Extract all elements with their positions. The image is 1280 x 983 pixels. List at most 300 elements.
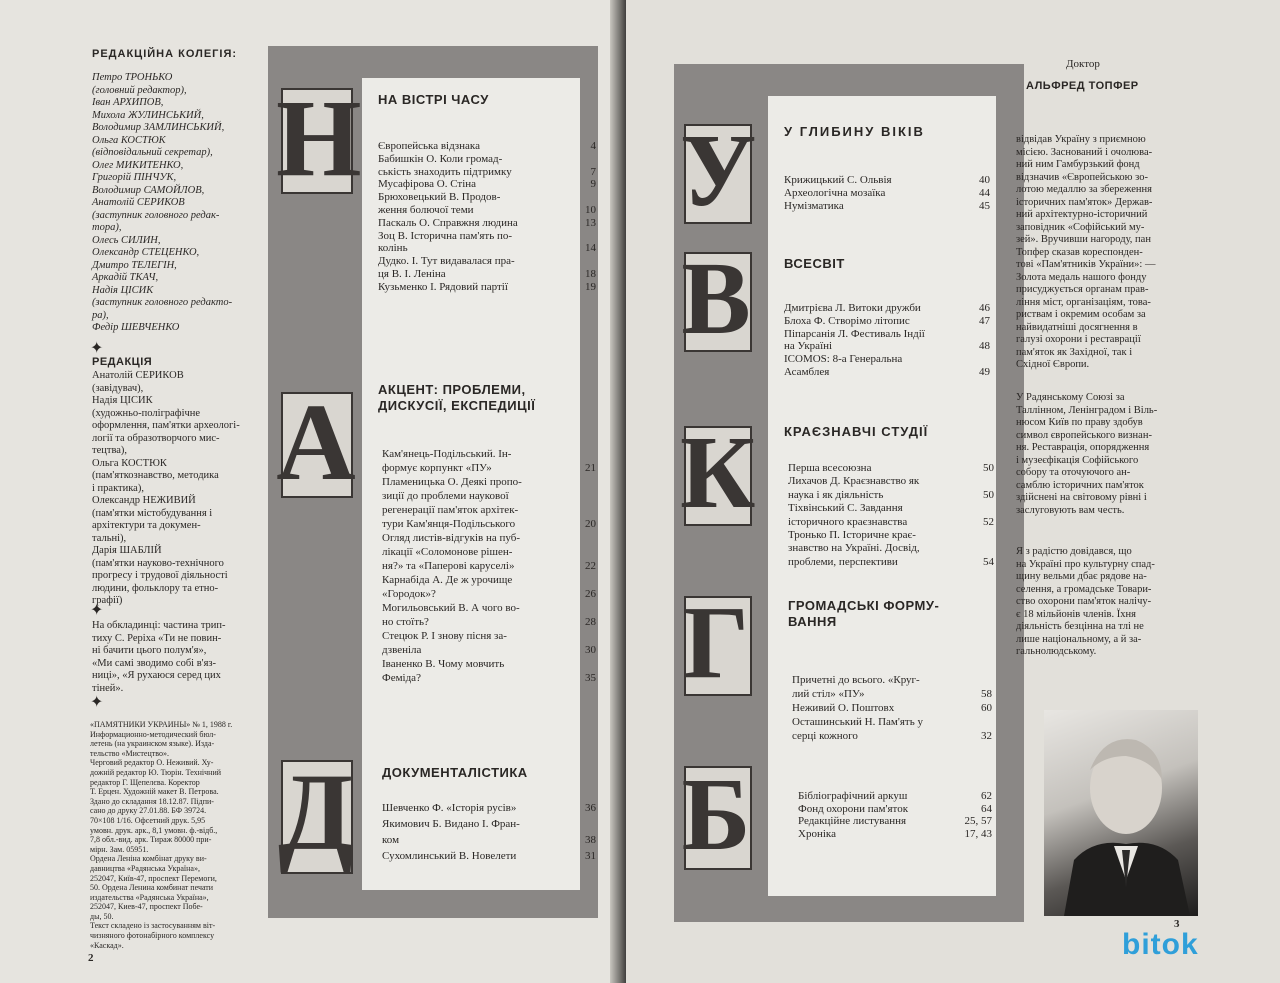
- article-paragraph: [1016, 392, 1196, 517]
- toc-entry: [382, 630, 596, 643]
- toc-entry-page: 19: [585, 280, 596, 293]
- toc-entry-title: Фонд охорони пам'яток: [798, 802, 909, 815]
- watermark-logo: bitok: [1122, 928, 1199, 961]
- toc-entry: [788, 556, 994, 569]
- toc-entry: [788, 502, 994, 515]
- imprint-line: Информационно-методический бюл-: [90, 729, 216, 739]
- board-line: Володимир САМОЙЛОВ,: [92, 184, 205, 196]
- toc-entry-title: Хроніка: [798, 827, 836, 840]
- toc-entry-title: Зоц В. Історична пам'ять по-: [378, 229, 513, 242]
- toc-entry-page: 50: [983, 462, 994, 474]
- imprint-line: ды, 50.: [90, 911, 114, 921]
- doctor-name: АЛЬФРЕД ТОПФЕР: [1026, 80, 1139, 92]
- staff-line: тецтва),: [92, 445, 128, 456]
- cover-note-line: тіней».: [92, 682, 124, 694]
- diamond-ornament-icon: ✦: [90, 340, 104, 357]
- toc-entry: [788, 475, 994, 488]
- toc-entry: [382, 546, 596, 559]
- staff-list: [92, 370, 252, 608]
- toc-entry: [378, 140, 596, 153]
- toc-entry-title: історичного краєзнавства: [788, 515, 908, 528]
- article-line: ний ним Гамбурзький фонд: [1016, 159, 1140, 170]
- imprint-line: 70×108 1/16. Офсетний друк. 5,95: [90, 815, 206, 825]
- toc-entry-page: 36: [585, 802, 596, 814]
- article-paragraph: [1016, 134, 1196, 372]
- article-line: риствам і окремим особам за: [1016, 309, 1146, 320]
- toc-entry-page: 62: [981, 790, 992, 802]
- toc-entry-page: 35: [585, 672, 596, 684]
- imprint-line: дожній редактор Ю. Тюрін. Технічний: [90, 767, 222, 777]
- article-line: є 18 мільйонів членів. Їхня: [1016, 608, 1136, 620]
- toc-entry-title: Тронько П. Історичне крає-: [788, 529, 916, 541]
- toc-entry-title: серці кожного: [792, 730, 858, 742]
- toc-entry-title: Редакційне листування: [798, 815, 907, 828]
- cover-note-line: ні бачити цього полум'я»,: [92, 645, 207, 656]
- toc-entry-title: Дудко. І. Тут видавалася пра-: [378, 255, 515, 268]
- toc-entry-page: 49: [979, 366, 990, 378]
- toc-entry-title: Осташинський Н. Пам'ять у: [792, 716, 924, 728]
- staff-line: Анатолій СЕРИКОВ: [92, 370, 184, 381]
- toc-entry: [378, 217, 596, 230]
- staff-line: Олександр НЕЖИВИЙ: [92, 495, 196, 506]
- article-line: галузі охорони і реставрації: [1016, 334, 1141, 345]
- toc-entry-title: Неживий О. Поштовх: [792, 702, 895, 714]
- toc-entry-title: ськість знаходить підтримку: [378, 165, 512, 178]
- board-line: Федір ШЕВЧЕНКО: [92, 322, 180, 333]
- article-line: Таллінном, Ленінградом і Віль-: [1016, 404, 1158, 416]
- imprint-line: издательства «Радянська Україна»,: [90, 892, 209, 902]
- article-line: відзначив «Європейською зо-: [1016, 171, 1148, 183]
- article-line: заслуговують вам честь.: [1016, 504, 1125, 516]
- cover-note: [92, 620, 262, 695]
- toc-entry: [382, 448, 596, 461]
- toc-entry: [378, 166, 596, 179]
- board-line: Дмитро ТЕЛЕГІН,: [92, 259, 177, 271]
- toc-entry: [378, 204, 596, 217]
- toc-entry-title: Могильовський В. А чого во-: [382, 602, 520, 614]
- staff-line: і практика),: [92, 482, 144, 494]
- toc-entry-page: 54: [983, 555, 994, 568]
- article-line: нюсом Київ по праву здобув: [1016, 417, 1143, 428]
- toc-entry: [378, 191, 596, 204]
- staff-line: оформлення, пам'ятки археологі-: [92, 420, 240, 431]
- toc-entry-title: Стецюк Р. І знову пісня за-: [382, 630, 507, 642]
- toc-entry-title: регенерації пам'яток архітек-: [382, 504, 519, 516]
- toc-entry-title: Нумізматика: [784, 200, 844, 212]
- toc-entry-page: 58: [981, 688, 992, 700]
- toc-entry-title: наука і як діяльність: [788, 488, 884, 501]
- toc-entry-title: знавство на Україні. Досвід,: [788, 542, 920, 555]
- board-line: тора),: [92, 222, 122, 233]
- imprint-line: мірн. Зам. 05951.: [90, 844, 149, 854]
- board-line: Іван АРХИПОВ,: [92, 97, 164, 108]
- toc-entry: [382, 476, 596, 489]
- toc-entry-page: 38: [585, 834, 596, 846]
- toc-entry: [378, 281, 596, 294]
- toc-entry-page: 9: [590, 178, 596, 191]
- toc-entry-title: Якимович Б. Видано І. Фран-: [382, 818, 520, 830]
- staff-line: Ольга КОСТЮК: [92, 457, 167, 469]
- toc-entry-page: 44: [979, 187, 990, 199]
- toc-entry-page: 4: [590, 140, 596, 152]
- staff-line: Надія ЦІСИК: [92, 395, 153, 406]
- article-line: присуджується органам прав-: [1016, 284, 1149, 295]
- imprint-line: давництва «Радянська Україна»,: [90, 863, 200, 873]
- toc-entry: [382, 574, 596, 587]
- toc-entry-page: 13: [585, 216, 596, 229]
- board-line: Михола ЖУЛИНСЬКИЙ,: [92, 109, 204, 121]
- toc-entry-page: 17, 43: [964, 827, 992, 840]
- toc-entry-page: 32: [981, 730, 992, 742]
- imprint-line: «ПАМЯТНИКИ УКРАИНЫ» № 1, 1988 г.: [90, 720, 233, 729]
- toc-entry-page: 60: [981, 702, 992, 714]
- toc-entry-page: 45: [979, 200, 990, 212]
- toc-entry-page: 46: [979, 302, 990, 314]
- toc-entry: [784, 340, 990, 353]
- toc-entry: [382, 818, 596, 831]
- imprint-line: редактор Г. Щепелєва. Коректор: [90, 777, 200, 787]
- article-line: собору та оточуючого ан-: [1016, 467, 1131, 478]
- article-line: Східної Європи.: [1016, 359, 1090, 370]
- toc-entry: [378, 230, 596, 243]
- staff-heading: РЕДАКЦІЯ: [92, 356, 153, 368]
- toc-entry-page: 20: [585, 518, 596, 530]
- toc-section-title: КРАЄЗНАВЧІ СТУДІЇ: [784, 424, 929, 439]
- toc-entry-title: тури Кам'янця-Подільського: [382, 518, 516, 530]
- toc-entry: [378, 153, 596, 166]
- staff-line: (пам'яткознавство, методика: [92, 470, 219, 481]
- board-line: Надія ЦІСИК: [92, 284, 154, 296]
- toc-entry-title: Пламеницька О. Деякі пропо-: [382, 476, 522, 488]
- toc-entry: [788, 542, 994, 555]
- toc-entry-title: Мусафірова О. Стіна: [378, 178, 477, 191]
- toc-entry-title: ця В. І. Леніна: [378, 268, 446, 280]
- toc-entry: [382, 532, 596, 545]
- article-line: ний архітектурно-історичний: [1016, 209, 1148, 220]
- board-heading: РЕДАКЦІЙНА КОЛЕГІЯ:: [92, 48, 238, 60]
- article-line: лотою медаллю за збереження: [1016, 184, 1152, 195]
- toc-entry-page: 14: [585, 242, 596, 255]
- staff-line: архітектури та докумен-: [92, 520, 201, 531]
- toc-entry: [792, 716, 992, 729]
- cover-note-line: «Ми самі зводимо собі в'яз-: [92, 657, 217, 669]
- staff-line: (завідувач),: [92, 382, 144, 394]
- article-line: на Україні про культурну спад-: [1016, 558, 1155, 570]
- toc-entry-title: Піпарсанія Л. Фестиваль Індії: [784, 327, 925, 340]
- toc-entry: [784, 353, 990, 366]
- imprint-line: 252047, Киев-47, проспект Побе-: [90, 902, 203, 912]
- toc-entry-title: Бабишкін О. Коли громад-: [378, 152, 503, 165]
- article-line: селення, а громадське Товари-: [1016, 583, 1152, 595]
- toc-entry: [788, 516, 994, 529]
- toc-entry: [382, 602, 596, 615]
- doctor-label: Доктор: [1066, 58, 1100, 70]
- article-line: щину вельми дбає рядове на-: [1016, 571, 1147, 582]
- toc-entry-title: Блоха Ф. Створімо літопис: [784, 314, 910, 327]
- toc-entry-title: ком: [382, 834, 400, 846]
- toc-entry-page: 26: [585, 588, 596, 600]
- board-line: Петро ТРОНЬКО: [92, 72, 173, 83]
- board-line: Олександр СТЕЦЕНКО,: [92, 247, 200, 258]
- toc-entry-title: Лихачов Д. Краєзнавство як: [788, 475, 920, 488]
- toc-entry: [378, 242, 596, 255]
- imprint-line: тельство «Мистецтво».: [90, 748, 169, 758]
- toc-section-title: ГРОМАДСЬКІ ФОРМУ-: [788, 598, 940, 613]
- toc-entry-page: 52: [983, 515, 994, 528]
- toc-entry-title: ня?» та «Паперові каруселі»: [382, 560, 515, 572]
- initial-letter-g: Г: [682, 585, 750, 700]
- toc-entry-title: Огляд листів-відгуків на пуб-: [382, 532, 520, 544]
- toc-entry-title: Паскаль О. Справжня людина: [378, 216, 518, 229]
- article-line: заповідник «Софійський му-: [1016, 221, 1145, 233]
- article-paragraph: [1016, 546, 1196, 659]
- article-line: пам'яток як Західної, так і: [1016, 346, 1133, 358]
- cover-note-line: тиху С. Реріха «Ти не повин-: [92, 632, 222, 644]
- toc-entry: [792, 674, 992, 687]
- toc-section-title: ВАННЯ: [788, 614, 837, 629]
- toc-entry: [378, 178, 596, 191]
- staff-line: (пам'ятки містобудування і: [92, 507, 213, 519]
- toc-entry-title: Крижицький С. Ольвія: [784, 174, 892, 186]
- toc-entry: [798, 803, 992, 816]
- toc-entry-title: Європейська відзнака: [378, 140, 480, 152]
- staff-line: тальні),: [92, 532, 127, 544]
- toc-entry: [382, 644, 596, 657]
- toc-entry: [798, 828, 992, 841]
- article-line: Я з радістю довідався, що: [1016, 546, 1132, 557]
- toc-entry: [792, 688, 992, 701]
- diamond-ornament-icon: ✦: [90, 694, 104, 711]
- toc-entry-page: 48: [979, 340, 990, 353]
- imprint-line: сано до друку 27.01.88. БФ 39724.: [90, 806, 207, 816]
- toc-entry: [378, 268, 596, 281]
- toc-entry-title: Асамблея: [784, 366, 830, 378]
- board-line: (відповідальний секретар),: [92, 147, 213, 158]
- board-line: Аркадій ТКАЧ,: [92, 272, 159, 283]
- toc-entry: [382, 518, 596, 531]
- imprint-line: чизняного фотонабірного комплексу: [90, 931, 215, 941]
- toc-entry-title: но стоїть?: [382, 616, 429, 628]
- article-line: історичних пам'яток» Держав-: [1016, 196, 1153, 208]
- article-line: тові «Пам'ятників України»: —: [1016, 259, 1156, 270]
- article-line: ня. Реставрація, опорядження: [1016, 442, 1150, 453]
- toc-entry-title: Кам'янець-Подільський. Ін-: [382, 448, 512, 460]
- board-line: (головний редактор),: [92, 84, 187, 96]
- imprint-line: умовн. друк. арк., 8,1 умовн. ф.-відб.,: [90, 825, 218, 835]
- toc-entry-title: Брюховецький В. Продов-: [378, 191, 501, 204]
- imprint-line: «Каскад».: [90, 940, 124, 950]
- toc-entry-title: дзвеніла: [382, 644, 422, 656]
- toc-entry-title: лий стіл» «ПУ»: [792, 688, 865, 700]
- toc-entry: [784, 187, 990, 200]
- board-list: [92, 72, 272, 335]
- imprint-line: летень (на украинском языке). Изда-: [90, 739, 215, 749]
- board-line: Олесь СИЛИН,: [92, 234, 161, 246]
- toc-section-title: ДОКУМЕНТАЛІСТИКА: [382, 765, 528, 780]
- toc-entry: [788, 462, 994, 475]
- toc-entry-title: Археологічна мозаїка: [784, 187, 886, 199]
- toc-section-title: ДИСКУСІЇ, ЕКСПЕДИЦІЇ: [378, 398, 536, 413]
- board-line: Володимир ЗАМЛИНСЬКИЙ,: [92, 122, 225, 133]
- toc-entry-title: Феміда?: [382, 672, 421, 684]
- right-page: [626, 0, 1280, 983]
- toc-entry-page: 21: [585, 462, 596, 474]
- toc-entry-page: 10: [585, 204, 596, 216]
- article-line: ство охорони пам'яток налічу-: [1016, 596, 1152, 607]
- imprint-line: 252047, Київ-47, проспект Перемоги,: [90, 873, 217, 883]
- toc-entry-page: 47: [979, 314, 990, 327]
- imprint-line: 7,8 обл.-вид. арк. Тираж 80000 при-: [90, 835, 212, 845]
- article-line: зей». Вручивши нагороду, пан: [1016, 234, 1151, 245]
- cover-note-line: На обкладинці: частина трип-: [92, 620, 226, 631]
- initial-letter-d: Д: [278, 751, 354, 873]
- imprint-line: 50. Ордена Ленина комбинат печати: [90, 883, 214, 893]
- imprint-line: Здано до складання 18.12.87. Підпи-: [90, 796, 214, 806]
- toc-entry: [382, 560, 596, 573]
- article-line: відвідав Україну з приємною: [1016, 134, 1146, 145]
- toc-entry: [784, 366, 990, 379]
- toc-entry: [382, 802, 596, 815]
- toc-section-title: НА ВІСТРІ ЧАСУ: [378, 92, 489, 107]
- toc-entry-page: 25, 57: [964, 815, 992, 828]
- toc-entry: [784, 302, 990, 315]
- article-line: символ європейського визнан-: [1016, 429, 1152, 441]
- staff-line: (художньо-поліграфічне: [92, 407, 201, 419]
- staff-line: логії та образотворчого мис-: [92, 432, 220, 444]
- staff-line: Дарія ШАБЛІЙ: [92, 545, 162, 556]
- initial-letter-b: Б: [681, 757, 751, 872]
- toc-entry: [382, 834, 596, 847]
- toc-entry: [792, 702, 992, 715]
- article-line: діяльність безцінна на тлі не: [1016, 621, 1144, 632]
- toc-entry: [378, 255, 596, 268]
- page-number: 2: [88, 952, 94, 964]
- initial-letter-a: А: [276, 381, 356, 503]
- toc-entry: [382, 616, 596, 629]
- toc-entry-page: 7: [590, 165, 596, 178]
- toc-entry-page: 40: [979, 174, 990, 186]
- article-line: самблю історичних пам'яток: [1016, 479, 1144, 491]
- toc-entry-title: Іваненко В. Чому мовчить: [382, 658, 505, 670]
- toc-entry-title: Карнабіда А. Де ж урочище: [382, 574, 513, 586]
- toc-entry: [784, 174, 990, 187]
- article-line: найвидатніші досягнення в: [1016, 321, 1138, 333]
- toc-entry-page: 30: [585, 644, 596, 656]
- portrait-figure: [1044, 710, 1198, 916]
- article-line: місією. Заснований і очолюва-: [1016, 146, 1153, 158]
- toc-entry-title: Тіхвінський С. Завдання: [788, 502, 903, 515]
- imprint: [90, 720, 255, 950]
- toc-entry-title: Сухомлинський В. Новелети: [382, 850, 517, 862]
- imprint-line: Черговий редактор О. Неживий. Ху-: [90, 758, 214, 768]
- toc-entry: [382, 672, 596, 685]
- cover-note-line: ниці», «Я рухаюся серед цих: [92, 670, 221, 681]
- board-line: ра),: [92, 309, 109, 321]
- toc-entry-title: лікації «Соломонове рішен-: [382, 546, 513, 558]
- board-line: Анатолій СЕРИКОВ: [92, 197, 185, 208]
- toc-entry-title: проблеми, перспективи: [788, 555, 898, 568]
- initial-letter-v: В: [681, 241, 751, 356]
- toc-entry-page: 18: [585, 268, 596, 280]
- board-line: Григорій ПІНЧУК,: [92, 172, 177, 183]
- imprint-line: Ордена Леніна комбінат друку ви-: [90, 854, 207, 864]
- toc-entry-title: колінь: [378, 242, 408, 255]
- toc-entry-title: Бібліографічний аркуш: [798, 790, 908, 802]
- toc-entry: [784, 315, 990, 328]
- toc-entry-page: 31: [585, 850, 596, 862]
- toc-section-title: ВСЕСВІТ: [784, 256, 845, 271]
- initial-letter-n: Н: [276, 77, 362, 199]
- toc-entry-title: Причетні до всього. «Круг-: [792, 674, 920, 686]
- toc-entry: [788, 489, 994, 502]
- staff-line: графії): [92, 595, 123, 606]
- toc-entry: [784, 200, 990, 213]
- toc-entry-title: Перша всесоюзна: [788, 462, 872, 474]
- toc-entry-page: 22: [585, 560, 596, 572]
- staff-line: (пам'ятки науково-технічного: [92, 557, 224, 569]
- imprint-line: Текст складено із застосуванням віт-: [90, 921, 216, 931]
- toc-section-title: АКЦЕНТ: ПРОБЛЕМИ,: [378, 382, 526, 397]
- toc-entry: [798, 815, 992, 828]
- toc-entry: [788, 529, 994, 542]
- toc-entry: [792, 730, 992, 743]
- toc-entry: [784, 328, 990, 341]
- toc-entry-title: ження болючої теми: [378, 204, 474, 216]
- board-line: Олег МИКИТЕНКО,: [92, 159, 184, 171]
- board-line: Ольга КОСТЮК: [92, 134, 166, 146]
- left-page: [0, 0, 620, 983]
- article-line: здійснені на світовому рівні і: [1016, 492, 1147, 503]
- toc-entry: [382, 462, 596, 475]
- toc-entry: [382, 850, 596, 863]
- board-line: (заступник головного редакто-: [92, 297, 233, 308]
- toc-entry-title: зиції до проблеми наукової: [382, 490, 509, 502]
- board-line: (заступник головного редак-: [92, 209, 220, 221]
- toc-entry-page: 64: [981, 802, 992, 815]
- toc-entry-title: на Україні: [784, 340, 833, 353]
- article-line: У Радянському Союзі за: [1016, 392, 1125, 403]
- toc-entry-page: 50: [983, 488, 994, 501]
- initial-letter-k: К: [680, 415, 756, 530]
- toc-entry-title: «Городок»?: [382, 588, 436, 600]
- initial-letter-u: У: [680, 113, 757, 228]
- article-line: Топфер сказав кореспонден-: [1016, 246, 1143, 258]
- article-line: лише національному, а й за-: [1016, 633, 1142, 645]
- imprint-line: Т. Ерцен. Художній макет В. Петрова.: [90, 787, 219, 797]
- diamond-ornament-icon: ✦: [90, 602, 104, 619]
- toc-entry-title: Шевченко Ф. «Історія русів»: [382, 802, 517, 814]
- article-line: Золота медаль нашого фонду: [1016, 271, 1147, 283]
- portrait-photo: [1044, 710, 1198, 916]
- toc-entry-page: 28: [585, 616, 596, 628]
- toc-entry: [382, 490, 596, 503]
- toc-entry: [382, 588, 596, 601]
- article-line: і музеєфікація Софійського: [1016, 454, 1139, 466]
- toc-entry-title: формує корпункт «ПУ»: [382, 462, 492, 474]
- toc-entry-title: Кузьменко І. Рядовий партії: [378, 280, 508, 293]
- toc-entry: [382, 658, 596, 671]
- toc-entry-title: ICOMOS: 8-а Генеральна: [784, 353, 903, 366]
- article-line: ління міст, організаціям, това-: [1016, 296, 1151, 308]
- toc-entry-title: Дмитрієва Л. Витоки дружби: [784, 302, 921, 314]
- staff-line: прогресу і трудової діяльності: [92, 570, 228, 581]
- article-line: гальнолюдському.: [1016, 646, 1097, 657]
- toc-entry: [382, 504, 596, 517]
- staff-line: людини, фольклору та етно-: [92, 582, 219, 594]
- toc-section-title: У ГЛИБИНУ ВІКІВ: [784, 124, 925, 139]
- toc-entry: [798, 790, 992, 803]
- page-number: 3: [1174, 918, 1180, 930]
